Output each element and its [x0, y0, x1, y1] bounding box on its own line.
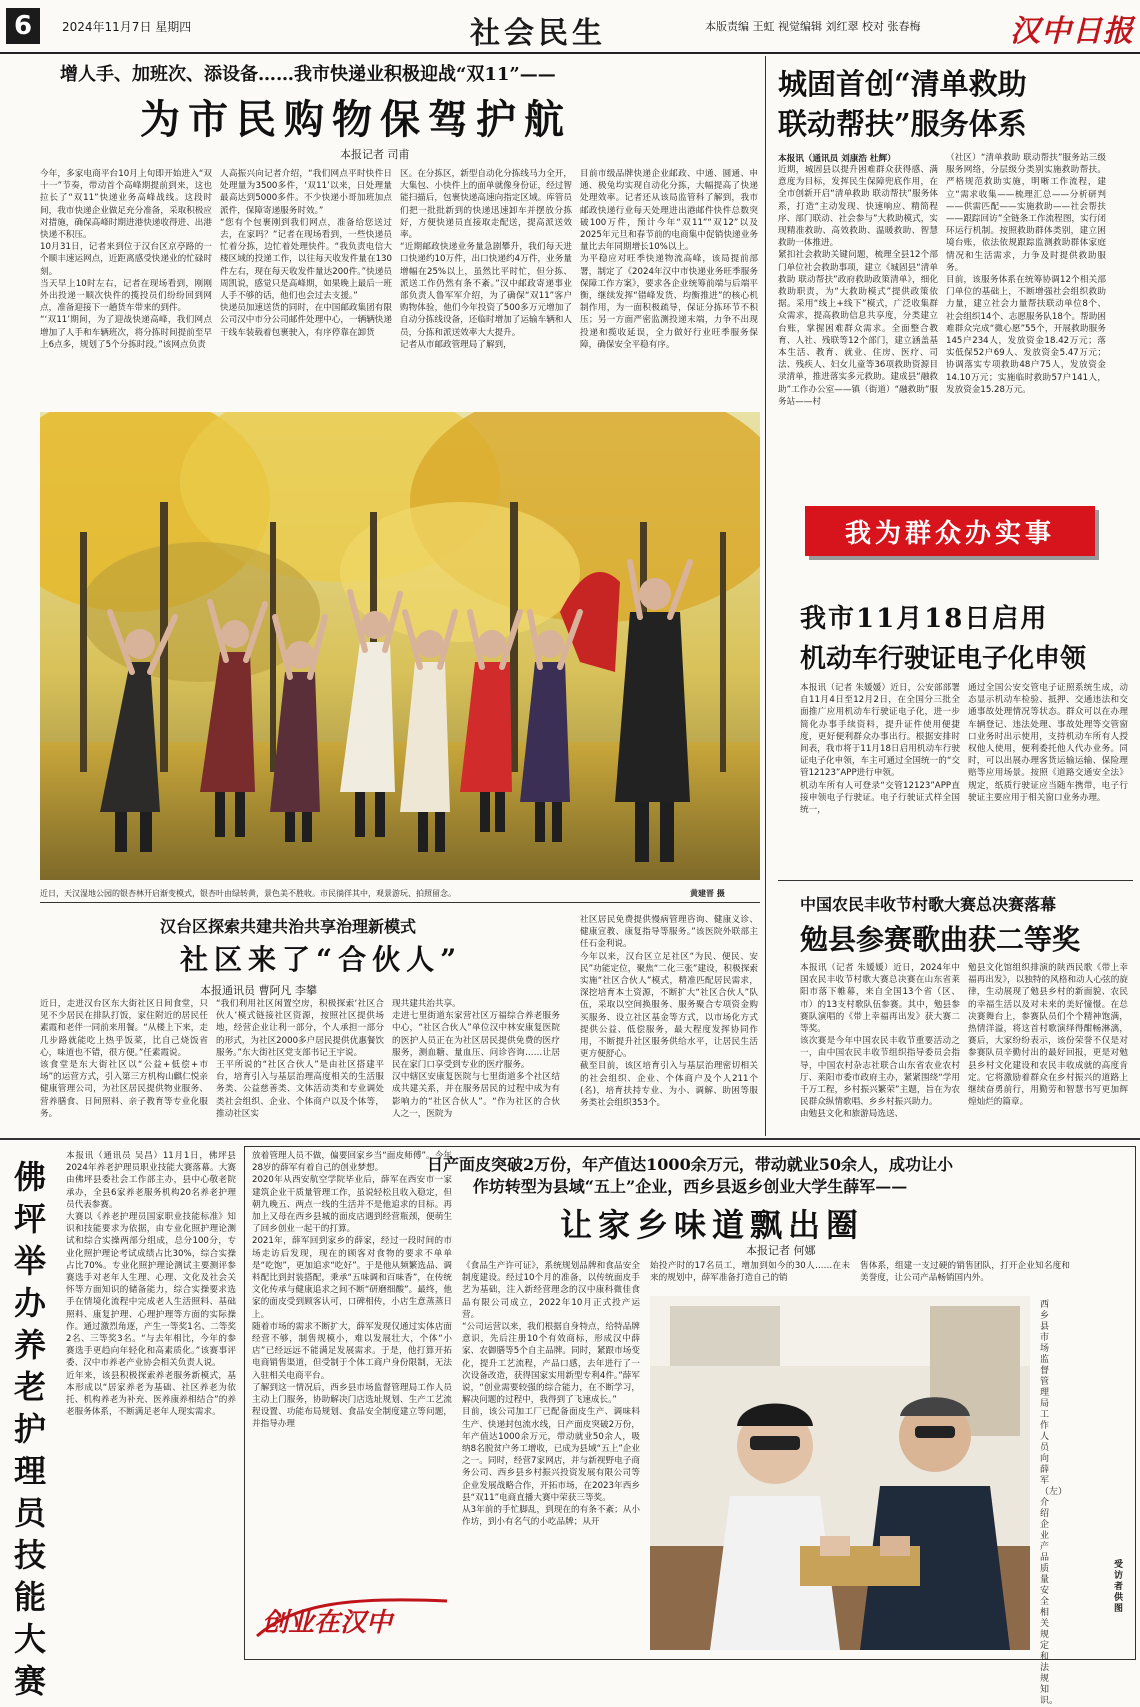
lead-byline: 本报记者 司甫	[340, 148, 410, 161]
right1-title-line-2: 联动帮扶”服务体系	[778, 107, 1027, 141]
section-title: 社会民生	[470, 16, 606, 51]
bottom-left-body: 本报讯（通讯员 吴昌）11月1日，佛坪县2024年养老护理员职业技能大赛落幕。大赛由佛坪县委社会工作部主办，县中心敬老院承办，全县6家养老服务机构20名养老护理员代表参赛。 大赛以《养老护理员国家职业技能标准》知识和技能要求为依据，由专业化照护理论测试和综合实操两部分组成，总分100分，专业化照护理论考试成绩占比30%，综合实操占比70%。专业化照护理论测试主要测评参赛选手对老年人生理、心理、文化及社会关怀等方面知识的储备能力，综合实操要求选手在情境化流程中完成老人生活照料、基础照料、康复护理、心理护理等方面的实际操作。通过激烈角逐，产生一等奖1名、二等奖2名、三等奖3名。“与去年相比，今年的参赛选手更趋向年轻化和高素质化。”该赛事评委、汉中市养老产业协会相关负责人说。 近年来，该县积极探索养老服务新模式，基本形成以“居家养老为基础、社区养老为依托、机构养老为补充、医养康养相结合”的养老服务体系，不断满足老年人现实需求。	[66, 1151, 236, 1418]
mid-kicker: 汉台区探索共建共治共享治理新模式	[160, 917, 417, 936]
photo-caption: 近日，天汉湿地公园的银杏林开启渐变模式，银杏叶由绿转黄，景色美不胜收。市民徜徉其中，观景游玩、拍照留念。	[40, 889, 456, 898]
feature-column-1: 放着管理人员不做，偏要回家乡当“面皮师傅”。今年28岁的薛军有着自己的创业梦想。 2020年从西安航空学院毕业后，薛军在西安市一家建筑企业干质量管理工作，虽说轻松且收入稳定，但朝九晚五、两点一线的生活并不是他追求的目标。再加上又母在西乡县城的面皮店遇到经营瓶颈，便萌生了回乡创业一起干的打算。 2021年，薛军回到家乡的薛家，经过一段时间的市场走访后发现，现在的顾客对食物的要求不单单是“吃饱”，更加追求“吃好”。于是他从频繁选品、调料配比到封装搭配，秉承“五味调和百味香”，在传统文化传承与健康追求之间不断“研磨细酸”。最终，他家的面皮受到顾客认可，口碑相传，小店生意蒸蒸日上。 随着市场的需求不断扩大，薛军发现仅通过实体店面经营不够，制售规模小，难以发展壮大，个体“小店”已经远远不能满足发展需求。于是，他打算开拓电商销售渠道，但受制于个体工商户身份限制，无法入驻相关电商平台。 了解到这一情况后，西乡县市场监督管理局工作人员主动上门服务，协助解决门店选址规划、生产工艺流程设置、功能布局规划、食品安全制度建立等问题，并指导办理	[252, 1151, 452, 1430]
feature-column-3: 始投产时的17名员工，增加到如今的30人……在未来的规划中，薛军准备打造自己的销	[650, 1261, 850, 1284]
right2-title-line-2: 机动车行驶证电子化申领	[800, 644, 1087, 674]
column-rule	[765, 56, 766, 1136]
page-number: 6	[6, 8, 40, 44]
mid-column-2: “我们利用社区闲置空房，积极探索‘社区合伙人’模式链接社区资源，按照社区提供场地，经营企业让利一部分，个人承担一部分的形式，为社区2000多户居民提供优惠餐饮服务。”东大街社区党支部书记王宇说。 王平所说的“社区合伙人”是由社区搭建平台，培育引入与基层治理高度相关的生活服务类、公益慈善类、文体活动类和专业调处类社会组织、企业、个体商户以及个体等，推动社区实	[216, 999, 384, 1119]
mid-column-4: 社区居民免费提供慢病管理咨询、健康义诊、健康宣教、康复指导等服务。”该医院外联部主任石金利说。 今年以来，汉台区立足社区“为民、便民、安民”功能定位，聚焦“二化三张”建设，积极探索实施“社区合伙人”模式，精准匹配居民需求，深挖培育本土资源，不断扩大“社区合伙人”队伍，采取以空间换服务、服务聚合专项资金购买服务、设立社区基金等方式，以市场化方式提供公益、低偿服务，最大程度发挥协同作用，不断提升社区服务供给水平，让居民生活更方便舒心。 截至目前，该区培育引入与基层治理密切相关的社会组织、企业、个体商户及个人211个(名)，培育扶持专业、为小、调解、助困等服务类社会组织353个。	[580, 915, 758, 1109]
right2-column-2: 通过全国公安交管电子证照系统生成，动态显示机动车检验、抵押、交通违法和交通事故处理情况等状态。群众可以在办理车辆登记、违法处理、事故处理等交管窗口业务时出示使用，支持机动车所有人授权他人使用，便利委托他人代办业务。同时，可以出展办理客货运输运输、保险理赔等应用场景。按照《道路交通安全法》规定，纸质行驶证应当随车携带，电子行驶证主要应用于相关窗口业务办理。	[968, 683, 1128, 803]
right1-byline: 本报讯（通讯员 刘康浩 杜辉）	[778, 154, 896, 164]
mid-column-3: 现共建共治共享。 走进七里街道东家营社区万福综合养老服务中心，“社区合伙人”单位汉中林安康复医院的医护人员正在为社区居民提供免费的医疗服务，测血糖、量血压、问诊咨询……让居民在家门口享受到专业的医疗服务。 汉中辖区安康复医院与七里街道多个社区结成共建关系，并在服务居民的过程中成为有影响力的“社区合伙人”。“作为社区的合伙人之一，医院为	[392, 999, 560, 1119]
feature-column-2: 《食品生产许可证》，系统规划品牌和食品安全制度建设。经过10个月的准备，以传统面皮手艺为基础，注入新经营理念的汉中康科微佳食品有限公司成立，2022年10月正式投产运营。 “公司运营以来，我们根据自身特点，给特品牌意识，先后注册10个有效商标，形成汉中薛家、农御膳等5个自主品牌。同时，紧跟市场变化，提升工艺流程，产品口感，去年进行了一次设备改造，获得国家实用新型专利4件。”薛军说，“创业需要较强的综合能力，在不断学习，解决问题的过程中，我得到了飞速成长。” 目前，该公司加工厂已配备面皮生产、调味料生产、快递封包流水线，日产面皮突破2万份，年产值达1000余万元，带动就业50余人，吸纳8名脱贫户务工增收，已成为县域“五上”企业之一。同时，经营7家网店，并与新视野电子商务公司、西乡县乡村振兴投资发展有限公司等企业发展战略合作，开拓市场，在2023年西乡县“双11”电商直播大赛中荣获三等奖。 从3年前的手忙脚乱，到现在的有条不紊；从小作坊，到小有名气的小吃品牌；从开	[462, 1261, 640, 1528]
lead-column-2: 人高振兴向记者介绍，“我们网点平时快件日处理量为3500多件，‘双11’以来，日处理量最高达到5000多件。不少快递小哥加班加点派件，保障寄递服务时效。” “您有个包裹刚到我们网点，准备给您送过去，在家吗？”记者在现场看到，一些快递员忙着分拣，边忙着处理快件。“我负责电信大楼区域的投递工作，以往每天收发件量在130件左右，现在每天收发件量达200件。”快递员周凯说，感觉只是高峰期，如果晚上最后一班人手不够的话，他们也会过去支援。” 快递员加速送货的同时，在中国邮政集团有限公司汉中市分公司邮件处理中心，一辆辆快递干线车装载着包裹驶入，有序停靠在卸货	[220, 169, 392, 338]
right1-title-line-1: 城固首创“清单救助	[778, 67, 1027, 101]
divider	[778, 880, 1133, 881]
mid-column-1: 近日，走进汉台区东大街社区日间食堂，只见不少居民在排队打饭，家住附近的居民任素霞和老伴一同前来用餐。“从楼上下来，走几步路就能吃上热乎饭菜，比自己烧饭省心，味道也不错，很方便。”任素霞说。 该食堂是东大街社区以“公益+低偿+市场”的运营方式，引入第三方机构山麒仁悦亲健康管理公司，为社区居民提供物业服务、营养膳食、日间照料、亲子教育等专业化服务。	[40, 999, 208, 1119]
feature-kicker-line-1: 日产面皮突破2万份，年产值达1000余万元，带动就业50余人，成功让小	[427, 1155, 953, 1174]
right3-column-1: 本报讯（记者 朱媛媛）近日，2024年中国农民丰收节村歌大赛总决赛在山东省莱阳市落下帷幕，来自全国13个省（区、市）的13支村歌队伍参赛。其中，勉县参赛队演唱的《带上幸福再出发》获大赛二等奖。 该次赛是今年中国农民丰收节重要活动之一，由中国农民丰收节组织指导委员会指导，中国农村杂志社联合山东省农业农村厅、莱阳市委市政府主办，紧紧围绕“学用千万工程，乡村振兴繁荣”主题，旨在为农民群众纵情歌唱、乡乡村振兴助力。 由勉县文化和旅游局选送、	[800, 963, 960, 1120]
ginkgo-forest-photo	[40, 412, 760, 880]
feature-photo	[650, 1296, 1030, 1650]
right3-column-2: 勉县文化馆组织排演的陕西民歌《带上幸福再出发》，以独特的风格和动人心弦的旋律，生动展现了勉县乡村的新面貌、农民的幸福生活以及对未来的美好憧憬。在总决赛舞台上，参赛队员们个个精神饱满，热情洋溢，将这首村歌演绎得酣畅淋漓，赛后，大家纷纷表示，该份荣誉不仅是对参赛队员辛勤付出的最好回报，更是对勉县乡村文化建设和农民丰收成就的高度肯定。它将激励着群众在乡村振兴的道路上继续奋勇前行，用勤劳和智慧书写更加辉煌灿烂的篇章。	[968, 963, 1128, 1108]
divider	[0, 1138, 1140, 1140]
lead-column-1: 今年，多家电商平台10月上旬即开始进入“双十一”节奏，带动首个高峰期提前到来，这也拉长了“双11”快递业务高峰战线。这段时间，我市快递企业做足充分准备，采取积极应对措施，确保高峰时期进港快递收得进、出港快递不积压。 10月31日，记者来到位于汉台区京亭路的一个顺丰速运网点，近距离感受快递业的忙碌时刻。 当天早上10时左右，记者在现场看到，刚刚外出投递一顺次快件的揽投员们纷纷回到网点，准备迎接下一趟货车带来的到件。 “‘双11’期间，为了迎战快递高峰，我们网点增加了人手和车辆班次，将分拣时间提前至早上6点多，规划了5个分拣时段。”该网点负责	[40, 169, 212, 350]
feature-title: 让家乡味道飘出圈	[560, 1206, 865, 1244]
feature-byline: 本报记者 何娜	[746, 1244, 816, 1257]
feature-column-4: 售体系，组建一支过硬的销售团队，打开企业知名度和美誉度，让公司产品畅销国内外。	[860, 1261, 1070, 1284]
right1-column-2: （社区）“清单救助 联动帮扶”服务站三级服务网络，分层级分类别实施救助帮扶。严格规范救助实施，明晰工作流程，建立“需求收集——梳理汇总——分析研判——供需匹配——实施救助——社会帮扶——跟踪回访”全链条工作流程图，实行闭环运行机制。按照救助群体类别，建立困境台账，依法依规跟踪监测救助群体家庭情况和生活需求，力争及时提供救助服务。 目前，该服务体系在统筹协调12个相关部门单位的基础上，不断增强社会组织救助力量，建立社会力量帮扶联动单位8个、社会组织14个、志愿服务队18个。帮助困难群众完成“微心愿”55个，开展救助服务145户234人，发放资金18.42万元；落实低保52户69人、发放资金5.47万元；协调落实专项救助48户75人，发放资金14.10万元；实施临时救助57户141人，发放资金15.28万元。	[946, 153, 1106, 395]
lead-title: 为市民购物保驾护航	[140, 96, 572, 143]
newspaper-logo: 汉中日报	[1010, 14, 1134, 49]
right2-column-1: 本报讯（记者 朱媛媛）近日，公安部部署自11月4日至12月2日，在全国分三批全面推广应用机动车行驶证电子化，进一步简化办事手续资料，提升证件使用便捷度，更好便利群众办事出行。根据安排时间表，我市将于11月18日启用机动车行驶证电子化申领，车主可通过全国统一的“交管12123”APP进行申领。 机动车所有人可登录“交管12123”APP直接申领电子行驶证。电子行驶证式样全国统一，	[800, 683, 960, 816]
editorial-staff: 本版责编 王虹 视觉编辑 刘红翠 校对 张春梅	[705, 20, 921, 33]
lead-column-4: 目前市级品牌快递企业邮政、中通、圆通、申通、极兔均实现自动化分拣，大幅提高了快递处理效率。记者还从该局监管科了解到，我市邮政快递行业每天处理进出港邮件快件总数突破100万件，预计今年“双11”“双12”以及2025年元旦和春节前的电商集中促销快递业务量比去年同期增长10%以上。 为平稳应对旺季快递物流高峰，该局提前部署，制定了《2024年汉中市快递业务旺季服务保障工作方案》，要求各企业统筹前端与后端平衡，继续发挥“错峰发货、均衡推进”的核心机制作用，为一面积极疏导，保证分拣环节不积压；另一方面严密监测投递末端，力争不出现投递和揽收延误，全力做好行业旺季服务保障，确保安全平稳有序。	[580, 169, 758, 350]
divider	[40, 902, 760, 903]
right3-kicker: 中国农民丰收节村歌大赛总决赛落幕	[800, 895, 1057, 914]
right3-title: 勉县参赛歌曲获二等奖	[800, 923, 1081, 956]
lead-kicker: 增人手、加班次、添设备……我市快递业积极迎战“双11”——	[60, 64, 556, 85]
photo-credit: 黄建晋 摄	[690, 889, 725, 898]
bottom-left-title: 佛坪举办养老护理员技能大赛	[14, 1158, 47, 1700]
mid-byline: 本报通讯员 曹阿凡 李攀	[200, 984, 317, 997]
mid-title: 社区来了“合伙人”	[180, 943, 463, 976]
right1-column-1: 近期，城固县以提升困难群众获得感、满意度为目标，发挥民生保障兜底作用，在全市创新开启“清单救助 联动帮扶”服务体系，打造“主动发现、快速响应、精简程序、部门联动、社会参与”大救助模式，实现精准救助、高效救助、温暖救助、智慧救助一体推进。 紧扣社会救助关键问题，梳理全县12个部门单位社会救助事项，建立《城固县“清单救助 联动帮扶”政府救助政策清单》，细化救助职责，为“大救助模式”提供政策依据。采用“线上+线下”模式，广泛收集群众需求，提高救助信息共享度，分类建立台账，掌握困难群众需求。全面整合教育、人社、残联等12个部门，建立涵盖基本生活、教育、就业、住房、医疗、司法、残疾人、妇女儿童等36项救助资源目录清单，推进落实多元救助。建成县“融救助”工作办公室——镇（街道）“融救助”服务站——村	[778, 165, 938, 407]
feature-photo-credit: 受访者供图	[1114, 1560, 1124, 1614]
feature-photo-caption: 西乡县市场监督管理局工作人员向薛军（左）介绍企业产品质量安全相关规定和法规知识。	[1040, 1300, 1068, 1706]
column-tag: 创业在汉中	[262, 1608, 393, 1638]
feature-kicker-line-2: 作坊转型为县域“五上”企业，西乡县返乡创业大学生薛军——	[472, 1177, 908, 1196]
campaign-banner: 我为群众办实事	[805, 506, 1095, 556]
lead-column-3: 区。在分拣区，新型自动化分拣线马力全开，大集包、小快件上的面单就像身份证，经过智能扫描后，包裹快递高速向指定区域。库管员们把一批批新到的快递迅速卸车并摆放分拣好，方便快递员直接取走配送，提高派送效率。 “近期邮政快递业务量急剧攀升，我们每天进口快递约10万件，出口快递约4万件，业务量增幅在25%以上，虽然比平时忙，但分拣、派送工作仍然有条不紊。”汉中邮政寄递事业部负责人鲁军军介绍，为了确保“双11”客户购物体验，他们今年投资了500多万元增加了自动分拣线设备，还临时增加了运输车辆和人员，分拣和派送效率大大提升。 记者从市邮政管理局了解到，	[400, 169, 572, 350]
issue-date: 2024年11月7日 星期四	[62, 20, 192, 34]
right2-title-line-1: 我市11月18日启用	[800, 604, 1049, 634]
